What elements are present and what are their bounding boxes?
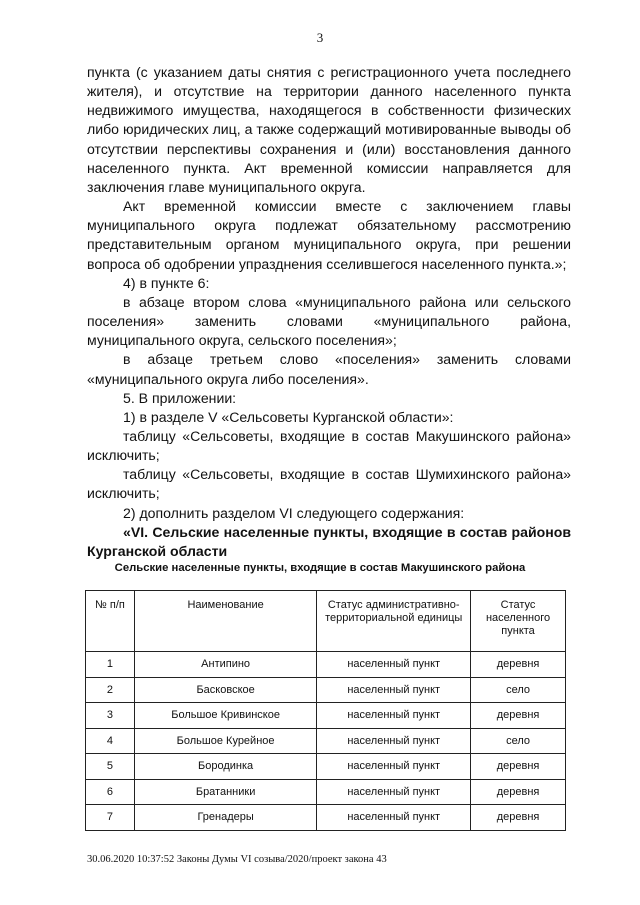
table-header-row: [86, 591, 566, 652]
settlement-name: Бородинка: [134, 754, 317, 780]
document-body: [87, 63, 571, 561]
row-number: 2: [86, 677, 135, 703]
settlement-status: село: [471, 728, 566, 754]
admin-status: населенный пункт: [317, 652, 471, 678]
settlement-name: Басковское: [134, 677, 317, 703]
paragraph: 5. В приложении:: [123, 389, 237, 406]
paragraph: таблицу «Сельсоветы, входящие в состав Шумихинского района» исключить;: [87, 466, 571, 502]
admin-status: населенный пункт: [317, 754, 471, 780]
settlement-status: деревня: [471, 754, 566, 780]
table-row: [86, 754, 566, 780]
paragraph: пункта (с указанием даты снятия с регистрационного учета последнего жителя), и отсутствие на территории данного населенного пункта недвижимого имущества, находящегося в собственности физических либо юридических лиц, а также содержащий мотивированные выводы об отсутствии перспективы сохранения и (или) восстановления данного населенного пункта. Акт временной комиссии направляется для заключения главе муниципального округа.: [87, 64, 571, 195]
settlement-name: Гренадеры: [134, 805, 317, 831]
row-number: 1: [86, 652, 135, 678]
settlements-table: [85, 590, 566, 831]
paragraph: Акт временной комиссии вместе с заключением главы муниципального округа подлежат обязательному рассмотрению представительным органом муниципального округа, при решении вопроса об одобрении упразднения сселившегося населенного пункта.»;: [87, 198, 571, 272]
table-row: [86, 805, 566, 831]
paragraph: таблицу «Сельсоветы, входящие в состав Макушинского района» исключить;: [87, 427, 571, 464]
settlement-status: деревня: [471, 805, 566, 831]
column-header: Статус населенного пункта: [471, 591, 566, 652]
settlement-name: Большое Кривинское: [134, 703, 317, 729]
paragraph: 2) дополнить разделом VI следующего содержания:: [123, 504, 465, 521]
table-row: [86, 728, 566, 754]
table-row: [86, 652, 566, 678]
row-number: 6: [86, 779, 135, 805]
row-number: 5: [86, 754, 135, 780]
table-row: [86, 677, 566, 703]
table-row: [86, 779, 566, 805]
table-row: [86, 703, 566, 729]
settlement-status: деревня: [471, 703, 566, 729]
settlement-name: Антипино: [134, 652, 317, 678]
settlement-status: деревня: [471, 779, 566, 805]
settlement-status: деревня: [471, 652, 566, 678]
paragraph: 4) в пункте 6:: [123, 274, 210, 291]
settlement-status: село: [471, 677, 566, 703]
row-number: 7: [86, 805, 135, 831]
admin-status: населенный пункт: [317, 677, 471, 703]
admin-status: населенный пункт: [317, 703, 471, 729]
column-header: № п/п: [86, 591, 135, 652]
paragraph: 1) в разделе V «Сельсоветы Курганской области»:: [123, 408, 454, 425]
admin-status: населенный пункт: [317, 728, 471, 754]
paragraph: в абзаце втором слова «муниципального района или сельского поселения» заменить словами «муниципального района, муниципального округа, сельского поселения»;: [87, 293, 571, 349]
paragraph: в абзаце третьем слово «поселения» заменить словами «муниципального округа либо поселения».: [87, 351, 571, 387]
document-footer: 30.06.2020 10:37:52 Законы Думы VI созыва/2020/проект закона 43: [87, 854, 387, 865]
table-caption: Сельские населенные пункты, входящие в состав Макушинского района: [114, 562, 526, 574]
admin-status: населенный пункт: [317, 779, 471, 805]
settlement-name: Большое Курейное: [134, 728, 317, 754]
section-heading: «VI. Сельские населенные пункты, входящие в состав районов Курганской области: [87, 523, 571, 559]
row-number: 4: [86, 728, 135, 754]
row-number: 3: [86, 703, 135, 729]
page-number: 3: [316, 30, 324, 45]
admin-status: населенный пункт: [317, 805, 471, 831]
settlement-name: Братанники: [134, 779, 317, 805]
column-header: Статус административно-территориальной единицы: [317, 591, 471, 652]
column-header: Наименование: [134, 591, 317, 652]
